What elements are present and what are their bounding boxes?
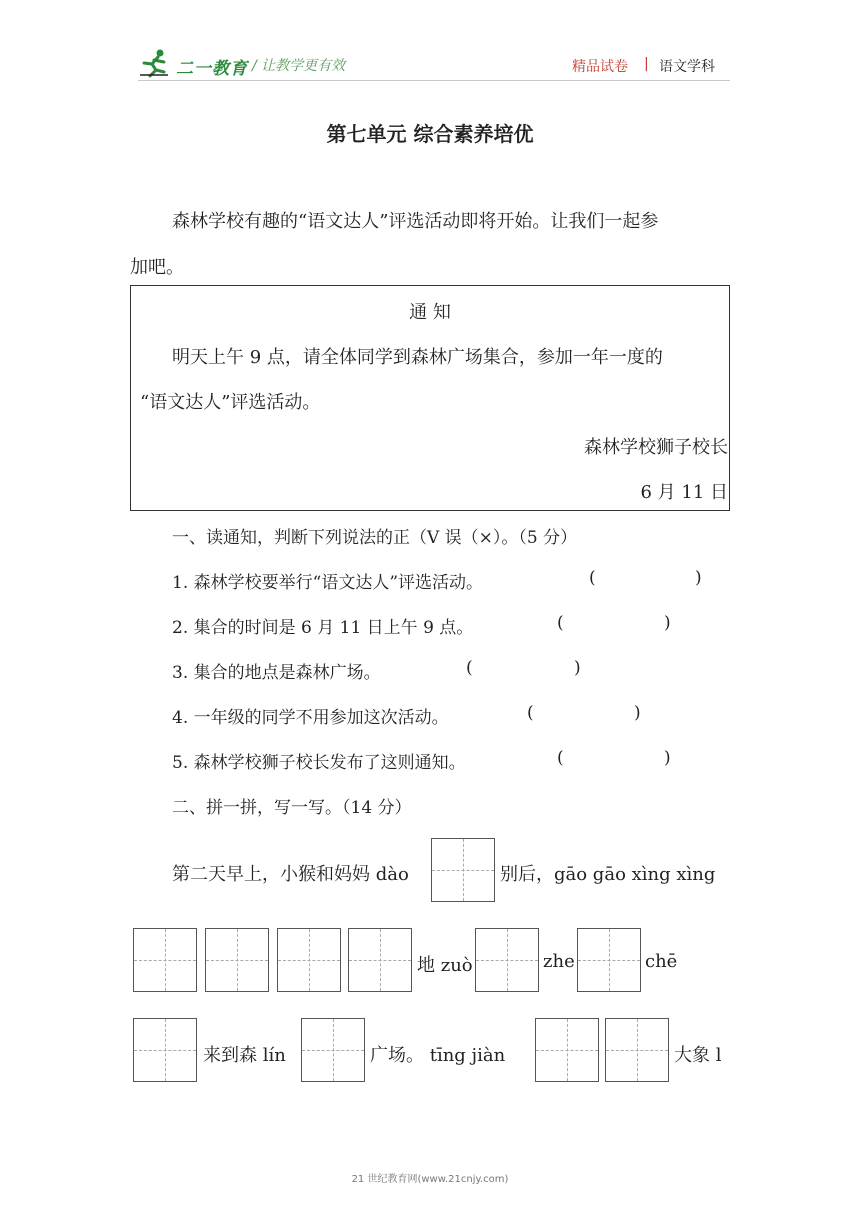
notice-heading: 通 知 [409, 302, 451, 323]
pinyin-text-row3-a: 来到森 lín [203, 1045, 286, 1066]
writing-grid-9[interactable] [301, 1018, 365, 1082]
writing-grid-7[interactable] [577, 928, 641, 992]
notice-signer: 森林学校狮子校长 [584, 437, 728, 458]
page-title: 第七单元 综合素养培优 [326, 122, 534, 146]
writing-grid-3[interactable] [205, 928, 269, 992]
section2-heading: 二、拼一拼，写一写。（14 分） [172, 798, 412, 818]
writing-grid-5[interactable] [348, 928, 412, 992]
runner-logo-icon [138, 48, 174, 78]
answer-paren-open-1: ( [589, 568, 596, 588]
writing-grid-11[interactable] [605, 1018, 669, 1082]
answer-paren-open-5: ( [557, 748, 564, 768]
writing-grid-4[interactable] [277, 928, 341, 992]
writing-grid-8[interactable] [133, 1018, 197, 1082]
header-separator: | [644, 56, 649, 72]
judge-item-1: 1. 森林学校要举行“语文达人”评选活动。 [172, 573, 484, 593]
notice-date: 6 月 11 日 [640, 482, 728, 503]
pinyin-text-row1-b: 别后，gāo gāo xìng xìng [500, 864, 716, 885]
section1-heading: 一、读通知，判断下列说法的正（V 误（×）。（5 分） [172, 528, 578, 548]
pinyin-text-row3-c: 大象 l [674, 1045, 722, 1066]
writing-grid-10[interactable] [535, 1018, 599, 1082]
pinyin-text-row3-b: 广场。 tīng jiàn [370, 1045, 506, 1066]
category-label: 精品试卷 [572, 59, 628, 75]
slogan: / 让教学更有效 [252, 58, 346, 74]
judge-item-2: 2. 集合的时间是 6 月 11 日上午 9 点。 [172, 618, 474, 638]
answer-paren-open-2: ( [557, 613, 564, 633]
answer-paren-close-1: ) [695, 568, 702, 588]
answer-paren-close-4: ) [634, 703, 641, 723]
pinyin-text-row2-b: zhe [543, 951, 575, 972]
intro-line-2: 加吧。 [130, 257, 184, 278]
answer-paren-open-4: ( [527, 703, 534, 723]
answer-paren-close-2: ) [664, 613, 671, 633]
answer-paren-close-3: ) [574, 658, 581, 678]
page-footer: 21 世纪教育网(www.21cnjy.com) [351, 1174, 509, 1185]
logo-text: 二一教育 [176, 59, 248, 79]
pinyin-text-row2-c: chē [645, 951, 678, 972]
pinyin-text-row2-a: 地 zuò [417, 955, 473, 976]
pinyin-text-row1-a: 第二天早上，小猴和妈妈 dào [172, 864, 409, 885]
notice-body-line-2: “语文达人”评选活动。 [140, 392, 321, 413]
subject-label: 语文学科 [659, 59, 715, 75]
answer-paren-open-3: ( [466, 658, 473, 678]
intro-line-1: 森林学校有趣的“语文达人”评选活动即将开始。让我们一起参 [172, 211, 659, 232]
judge-item-3: 3. 集合的地点是森林广场。 [172, 663, 381, 683]
judge-item-4: 4. 一年级的同学不用参加这次活动。 [172, 708, 449, 728]
writing-grid-1[interactable] [431, 838, 495, 902]
writing-grid-6[interactable] [475, 928, 539, 992]
writing-grid-2[interactable] [133, 928, 197, 992]
notice-body-line-1: 明天上午 9 点，请全体同学到森林广场集合，参加一年一度的 [172, 347, 663, 368]
judge-item-5: 5. 森林学校狮子校长发布了这则通知。 [172, 753, 466, 773]
answer-paren-close-5: ) [664, 748, 671, 768]
header-divider [138, 80, 730, 81]
